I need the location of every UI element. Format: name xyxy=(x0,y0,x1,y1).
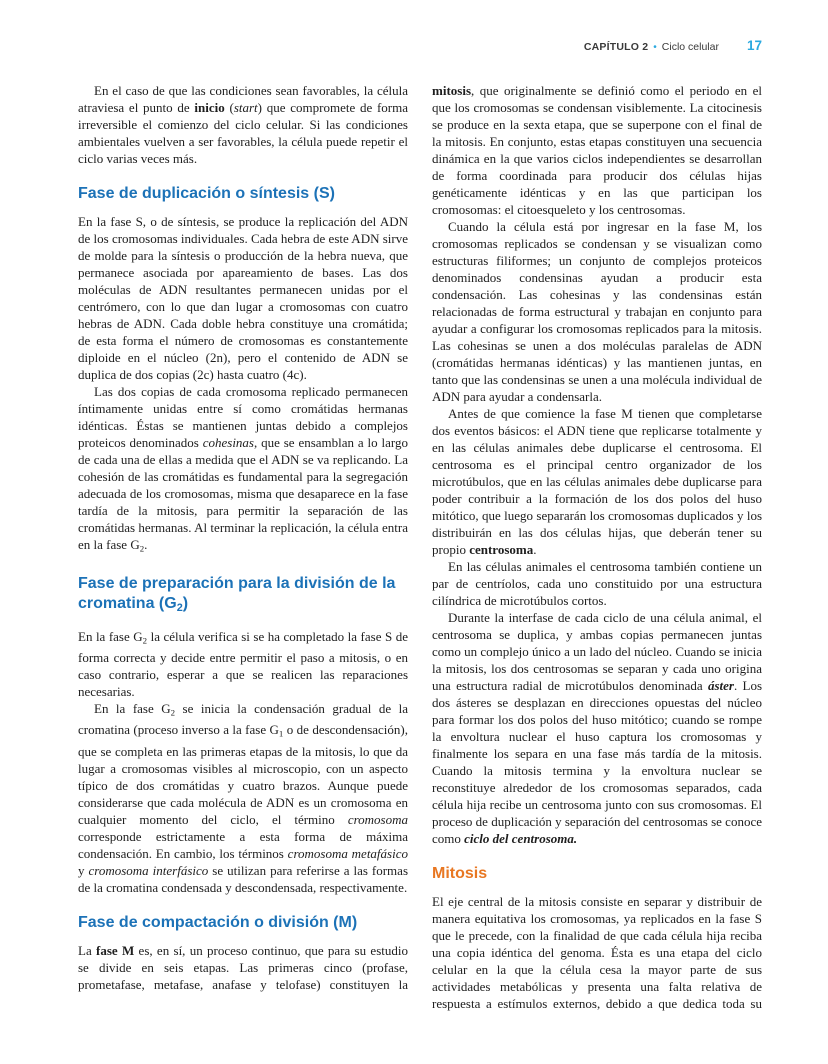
page-header xyxy=(78,38,762,56)
paragraph: Las dos copias de cada cromosoma replicado permanecen íntimamente unidas entre sí como cromátidas hermanas idénticas. Éstas se mantienen juntas debido a complejos proteicos denominados cohesinas, que se ensamblan a lo largo de cada una de ellas a medida que el ADN se va replicando. La cohesión de las cromátidas es fundamental para la segregación adecuada de los cromosomas, misma que desaparece en la fase tardía de la mitosis, para permitir la separación de las cromátidas hermanas. Al terminar la replicación, la célula entra en la fase G2. xyxy=(78,384,408,554)
header-bullet: • xyxy=(653,42,657,53)
paragraph: En la fase G2 la célula verifica si se ha completado la fase S de forma correcta y decide entre permitir el paso a mitosis, o en caso contrario, esperar a que se realicen las reparaciones necesarias. xyxy=(78,628,409,699)
heading-g2-phase: Fase de preparación para la división de la cromatina (G2) xyxy=(78,575,396,615)
paragraph: mitosis, que originalmente se definió como el periodo en el que los cromosomas se condensan visiblemente. La citocinesis se produce en la sexta etapa, que se superpone con el final de la mitosis. En conjunto, estas etapas constituyen una secuencia dinámica en la que varios ciclos independientes se desarrollan de forma coordinada para producir dos células hijas genéticamente idénticas y en las que participan los cromosomas: el citoesqueleto y los centrosomas. xyxy=(432,83,762,217)
content-columns xyxy=(78,82,762,1012)
right-column xyxy=(432,82,762,1012)
paragraph: En la fase S, o de síntesis, se produce la replicación del ADN de los cromosomas individuales. Cada hebra de este ADN sirve de molde para la síntesis o producción de la hebra nueva, que permanece asociada por apareamiento de bases. Las dos moléculas de ADN resultantes permanecen unidas por el centrómero, con lo que dan lugar a cromosomas con cuatro hebras de ADN. Cada doble hebra constituye una cromátida; de esta forma el número de cromosomas es constantemente diploide en el núcleo (2n), pero el contenido de ADN se duplica de dos copias (2c) hasta cuatro (4c). xyxy=(78,214,408,382)
paragraph: Cuando la célula está por ingresar en la fase M, los cromosomas replicados se condensan y se visualizan como estructuras filiformes; un conjunto de complejos proteicos denominados condensinas ayudan a producir esta condensación. Las cohesinas y las condensinas están relacionadas de forma estructural y trabajan en conjunto para ayudar a configurar los cromosomas replicados para la mitosis. Las cohesinas se unen a dos moléculas paralelas de ADN (cromátidas hermanas idénticas) y las mantienen juntas, en tanto que las condensinas se unen a una molécula individual de ADN para ayudar a condensarla. xyxy=(432,219,762,404)
heading-m-phase: Fase de compactación o división (M) xyxy=(78,913,358,931)
paragraph-intro: En el caso de que las condiciones sean favorables, la célula atraviesa el punto de inicio (start) que compromete de forma irreversible el comienzo del ciclo celular. Si las condiciones ambientales vuelven a ser favorables, la célula puede repetir el ciclo varias veces más. xyxy=(78,83,408,166)
left-column xyxy=(78,82,408,1012)
heading-s-phase: Fase de duplicación o síntesis (S) xyxy=(78,185,335,202)
section-title: Ciclo celular xyxy=(661,41,719,53)
paragraph: Durante la interfase de cada ciclo de una célula animal, el centrosoma se duplica, y ambas copias permanecen juntas como un complejo único a un lado del núcleo. Cuando se inicia la mitosis, los dos centrosomas se separan y cada uno origina una estructura radial de microtúbulos denominada áster. Los dos ásteres se desplazan en direcciones opuestas del núcleo para formar los dos polos del huso mitótico; cuando se rompe la envoltura nuclear el huso captura los cromosomas y finalmente los separa en una fase más tardía de la mitosis. Cuando la mitosis termina y la envoltura nuclear se reconstituye alrededor de los cromosomas separados, cada célula hija recibe un centrosoma junto con sus cromosomas. El proceso de duplicación y separación del centrosomas se conoce como ciclo del centrosoma. xyxy=(432,610,763,846)
paragraph: El eje central de la mitosis consiste en separar y distribuir de manera equitativa los cromosomas, ya replicados en la fase S que le precede, con la finalidad de que cada célula hija reciba una copia idéntica del genoma. Ésta es una etapa del ciclo celular en la que la célula cesa la mayor parte de sus actividades metabólicas y presenta una falta relativa de respuesta a estímulos externos, debido a que dedica toda su xyxy=(432,894,762,1011)
page-number: 17 xyxy=(746,38,762,53)
paragraph: En la fase G2 se inicia la condensación gradual de la cromatina (proceso inverso a la fase G1 o de descondensación), que se completa en las primeras etapas de la mitosis, lo que da lugar a cromosomas visibles al microscopio, con un aspecto típico de dos cromátidas y cuatro brazos. Aunque puede considerarse que cada molécula de ADN es un cromosoma en cualquier momento del ciclo, el término cromosoma corresponde estrictamente a esta forma de máxima condensación. En cambio, los términos cromosoma metafásico y cromosoma interfásico se utilizan para referirse a las formas de la cromatina condensada y descondensada, respectivamente. xyxy=(78,700,409,895)
paragraph: En las células animales el centrosoma también contiene un par de centríolos, cada uno constituido por una estructura cilíndrica de microtúbulos cortos. xyxy=(432,559,762,608)
chapter-label: CAPÍTULO 2 xyxy=(583,41,649,53)
heading-mitosis: Mitosis xyxy=(432,865,488,882)
paragraph: Antes de que comience la fase M tienen que completarse dos eventos básicos: el ADN tiene que replicarse totalmente y en las células animales debe duplicarse el centrosoma. El centrosoma es el principal centro organizador de los microtúbulos, que en las células animales debe duplicarse para poder contribuir a la formación de los dos polos del huso mitótico, que luego separarán los cromosomas duplicados y los distribuirán en las dos células hijas, que deberán tener su propio centrosoma. xyxy=(432,406,762,557)
paragraph: La fase M es, en sí, un proceso continuo, que para su estudio se divide en seis etapas. Las primeras cinco (profase, prometafase, metafase, anafase y telofase) constituyen la xyxy=(78,942,408,992)
